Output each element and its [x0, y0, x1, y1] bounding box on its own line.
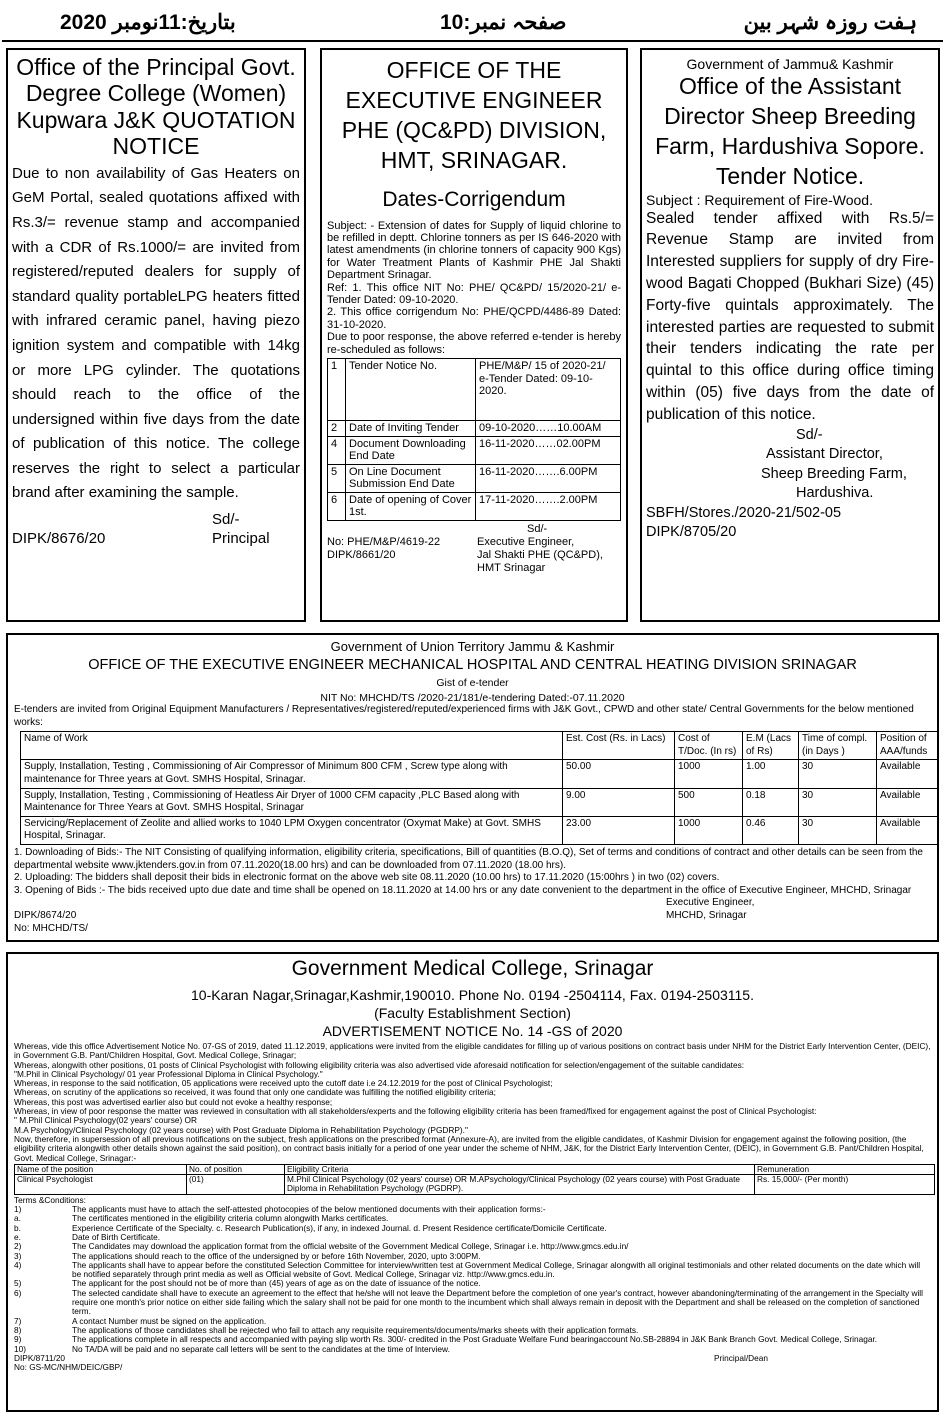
condition-1: 1. Downloading of Bids:- The NIT Consisting of qualifying information, eligibility criteria, specifications, Bill of quantities (B.O.Q), Set of terms and conditions of contract and other details can be seen from the departmental website www.jktenders.gov.in from 07.11.2020(18.00 hrs) and can be downloaded from 07.11.2020 (18.00 hrs).	[14, 846, 923, 871]
notice-title: Office of the Principal Govt. Degree College (Women) Kupwara J&K QUOTATION NOTICE	[16, 54, 296, 160]
signatory-line-2: MHCHD, Srinagar	[666, 910, 747, 922]
term-item: 4) The applicants shall have to appear before the constituted Selection Committee for interview/written test at Government Medical College, Srinagar alongwith all original testimonials and other related documents on the date which will be notified separately through print media as well as Official website of Govt. Medical College, Srinagar viz. http://www.gmcs.edu.in.	[14, 1259, 921, 1280]
notice-subtitle: Gist of e-tender	[436, 677, 509, 689]
signatory-line-1: Executive Engineer,	[477, 535, 575, 548]
para-2: Whereas, alongwith other positions, 01 posts of Clinical Psychologist with following eligibility criteria was also advertised vide aforesaid notification for selection/engagement of the suitable candidates:	[14, 1059, 745, 1070]
table-row: Clinical Psychologist (01) M.Phil Clinical Psychology (02 years' course) OR M.APsychology/Clinical Psychology (02 years course) with Post Graduate Diploma in Rehabilitation Psychology (PGDRP). Rs. 15,000/- (Per month)	[15, 1175, 935, 1195]
quotation-notice-box	[6, 48, 306, 622]
nit-number: NIT No: MHCHD/TS /2020-21/181/e-tendering Dated:-07.11.2020	[320, 692, 625, 704]
signatory-line-1: Executive Engineer,	[666, 897, 755, 909]
term-item: 1) The applicants must have to attach the self-attested photocopies of the below mentioned documents with their application forms:-	[14, 1204, 546, 1215]
table-row: 1 Tender Notice No. PHE/M&P/ 15 of 2020-21/ e-Tender Dated: 09-10-2020.	[328, 359, 621, 421]
para-5: Whereas, on scrutiny of the applications so received, it was found that only one candidate was fulfilling the notified eligibility criteria;	[14, 1087, 496, 1098]
para-9: M.A Psychology/Clinical Psychology (02 years course) with Post Graduate Diploma in Rehabilitation Psychology (PGDRP)."	[14, 1124, 468, 1135]
para-3: "M.Phil in Clinical Psychology/ 01 year Professional Diploma in Clinical Psychology."	[14, 1068, 323, 1079]
masthead-page-number: صفحہ نمبر:10	[440, 11, 567, 34]
term-item: 8) The applications of those candidates shall be rejected who fail to attach any requisite requirements/documents/marks sheets with their application formats.	[14, 1324, 639, 1335]
government-header: Government of Jammu& Kashmir	[686, 56, 894, 72]
sd-mark: Sd/-	[212, 511, 240, 529]
table-row: Supply, Installation, Testing , Commissioning of Air Compressor of Minimum 800 CFM , Screw type along with maintenance for Three years at Govt. SMHS Hospital, Srinagar. 50.00 1000 1.00 30 Available	[21, 760, 940, 788]
reschedule-note: Due to poor response, the above referred e-tender is hereby re-scheduled as follows:	[327, 331, 621, 356]
table-row: 6 Date of opening of Cover 1st. 17-11-2020…….2.00PM	[328, 492, 621, 520]
dipk-reference: DIPK/8711/20	[14, 1352, 66, 1363]
term-item: 3) The applications should reach to the office of the undersigned by or before 16th November, 2020, upto 3:00PM.	[14, 1250, 481, 1261]
term-item: 5) The applicant for the post should not be of more than (45) years of age as on the date of issuance of the notice.	[14, 1278, 481, 1289]
notice-intro: E-tenders are invited from Original Equipment Manufacturers / Representatives/registered/reputed/experienced firms with J&K Govt., CPWD and other state/ Central Governments for the below mentioned works:	[14, 704, 914, 728]
signature-block	[327, 522, 621, 574]
notice-body: Due to non availability of Gas Heaters on GeM Portal, sealed quotations affixed with Rs.3/= revenue stamp and accompanied with a CDR of Rs.1000/= are invited from registered/reputed dealers for supply of standard quality portableLPG heaters fitted with infrared ceramic panel, having piezo ignition system and compatible with 14kg or more LPG cylinder. The quotations should reach to the office of the undersigned within five days from the date of publication of this notice. The college reserves the right to select a particular brand after examining the sample.	[12, 164, 300, 502]
notice-subtitle: Dates-Corrigendum	[382, 187, 566, 211]
dipk-reference: DIPK/8676/20	[12, 530, 106, 548]
notice-subtitle: Tender Notice.	[715, 162, 865, 189]
notice-title: OFFICE OF THE EXECUTIVE ENGINEER PHE (QC&PD) DIVISION, HMT, SRINAGAR.	[341, 57, 607, 173]
order-number: No: MHCHD/TS/	[14, 923, 88, 935]
signature-block	[14, 1354, 931, 1374]
advertisement-notice-box	[6, 952, 939, 1412]
signature-block	[14, 897, 931, 937]
signatory-line-2: Jal Shakti PHE (QC&PD),	[477, 548, 603, 561]
table-row: 4 Document Downloading End Date 16-11-2020……02.00PM	[328, 436, 621, 464]
dipk-reference: DIPK/8674/20	[14, 910, 77, 922]
works-table	[20, 731, 939, 845]
e-tender-notice-box	[6, 633, 939, 942]
notice-title: Government Medical College, Srinagar	[291, 957, 654, 980]
signatory-designation: Principal/Dean	[714, 1352, 768, 1363]
para-6: Whereas, this post was advertised earlier also but could not evoke a healthy response;	[14, 1096, 333, 1107]
para-4: Whereas, in response to the said notification, 05 applications were received upto the cutoff date i.e 24.12.2019 for the post of Clinical Psychologist;	[14, 1078, 553, 1089]
condition-2: 2. Uploading: The bidders shall deposit their bids in electronic format on the above web site 08.11.2020 (10.00 hrs) to 17.11.2020 (15:00hrs ) in two (02) covers.	[14, 872, 720, 884]
reference-1: Ref: 1. This office NIT No: PHE/ QC&PD/ 15/2020-21/ e-Tender Dated: 09-10-2020.	[327, 281, 621, 306]
order-number: No: PHE/M&P/4619-22	[327, 535, 441, 548]
sd-mark: Sd/-	[527, 522, 548, 535]
signature-block	[646, 426, 934, 543]
term-item: a. The certificates mentioned in the eligibility criteria column alongwith Marks certificates.	[14, 1213, 389, 1224]
dipk-reference: DIPK/8705/20	[646, 524, 737, 541]
notice-title: Office of the Assistant Director Sheep Breeding Farm, Hardushiva Sopore.	[655, 73, 925, 159]
college-address: 10-Karan Nagar,Srinagar,Kashmir,190010. Phone No. 0194 -2504114, Fax. 0194-2503115.	[191, 987, 754, 1003]
corrigendum-notice-box	[320, 48, 628, 622]
tender-notice-box	[640, 48, 940, 622]
table-row: 2 Date of Inviting Tender 09-10-2020……10.00AM	[328, 421, 621, 437]
term-item: 10) No TA/DA will be paid and no separate call letters will be sent to the candidates at the time of Interview.	[14, 1343, 450, 1354]
table-header-row: Name of Work Est. Cost (Rs. in Lacs) Cost of T/Doc. (In rs) E.M (Lacs of Rs) Time of compl. (in Days ) Position of AAA/funds	[21, 732, 940, 760]
term-item: 7) A contact Number must be signed on the application.	[14, 1315, 267, 1326]
signatory-line-1: Assistant Director,	[766, 446, 883, 463]
signature-block	[12, 510, 300, 550]
terms-title: Terms &Conditions:	[14, 1194, 86, 1205]
signatory-line-3: HMT Srinagar	[477, 561, 546, 574]
newspaper-masthead	[0, 0, 945, 44]
notice-subject: Subject: - Extension of dates for Supply of liquid chlorine to be refilled in deptt. Chlorine tonners as per IS 646-2020 with latest amendments (in chlorine tonners of capacity 900 Kgs) for Water Treatment Plants of Kashmir PHE Jal Shakti Department Srinagar.	[327, 219, 621, 282]
order-number: SBFH/Stores./2020-21/502-05	[646, 504, 842, 521]
table-row: 5 On Line Document Submission End Date 16-11-2020…….6.00PM	[328, 464, 621, 492]
term-item: 9) The applications complete in all respects and accompanied with paying slip worth Rs. 300/- credited in the Post Graduate Welfare Fund bearingaccount No.SB-28894 in J&K Bank Branch Govt. Medical College, Srinagar.	[14, 1334, 878, 1345]
position-table	[14, 1164, 935, 1195]
para-1: Whereas, vide this office Advertisement Notice No. 07-GS of 2019, dated 11.12.2019, applications were invited from the eligible candidates for filling up of various positions on contract basis under NHM for the District Early Intervention Center, (DEIC), in Government G.B. Pant/Children Hospital, Govt. Medical College, Srinagar;	[14, 1041, 931, 1061]
term-item: 6) The selected candidate shall have to execute an agreement to the effect that he/she will not leave the Department before the completion of one year's contract, however abandoning/terminating of the arrangement in the Specialty will require one month's prior notice on either side failing which the salary shall not be paid for one month to the incumbent which shall always remain in deposit with the Department and shall be released on the completion of sanctioned term.	[14, 1287, 923, 1317]
table-row: Supply, Installation, Testing , Commissioning of Heatless Air Dryer of 1000 CFM capacity ,PLC Based along with Maintenance for Three Years at Govt. SMHS Hospital, Srinagar 9.00 500 0.18 30 Available	[21, 788, 940, 816]
para-10: Now, therefore, in supersession of all previous notifications on the subject, fresh applications on the prescribed format (Annexure-A), are invited from the eligible candidates, of Kashmir Division for engagement against the following position, (the eligibility criteria alongwith other details shown against the said position), on contract basis initially for a period of one year under the scheme of NHM, J&K, for the District Early Intervention Center, (DEIC), in Government G.B. Pant/Children Hospital, Govt. Medical College, Srinagar:-	[14, 1133, 924, 1163]
condition-3: 3. Opening of Bids :- The bids received upto due date and time shall be opened on 18.11.2020 at 14.00 hrs or any date convenient to the department in the office of Executive Engineer, MHCHD, Srinagar	[14, 884, 912, 896]
dates-table	[327, 358, 621, 521]
para-7: Whereas, in view of poor response the matter was reviewed in consultation with all stakeholders/experts and the following eligibility criteria has been framed/fixed for engagement against the post of Clinical Psychologist:	[14, 1106, 817, 1117]
signatory-line-2: Sheep Breeding Farm,	[761, 465, 907, 482]
sd-mark: Sd/-	[796, 426, 823, 443]
signatory-designation: Principal	[212, 530, 270, 548]
notice-body: Sealed tender affixed with Rs.5/= Revenue Stamp are invited from Interested suppliers for supply of dry Fire-wood Bagati Chopped (Bukhari Size) (45) Forty-five quintals approximately. The interested parties are requested to submit their tenders indicating the rate per quintal to this office during office timing within (05) five days from the date of publication of this notice.	[646, 209, 934, 423]
advertisement-number: ADVERTISEMENT NOTICE No. 14 -GS of 2020	[322, 1023, 623, 1039]
para-8: " M.Phil Clinical Psychology(02 years' course) OR	[14, 1115, 197, 1126]
masthead-paper-name: ہفت روزہ شہر بین	[743, 11, 917, 34]
masthead-divider	[2, 40, 943, 42]
masthead-date: بتاریخ:11نومبر 2020	[60, 11, 236, 34]
term-item: e. Date of Birth Certificate.	[14, 1231, 161, 1242]
section-name: (Faculty Establishment Section)	[374, 1005, 571, 1021]
dipk-reference: DIPK/8661/20	[327, 548, 396, 561]
term-item: 2) The Candidates may download the application format from the official website of the Government Medical College, Srinagar i.e. http://www.gmcs.edu.in/	[14, 1241, 629, 1252]
signatory-line-3: Hardushiva.	[796, 485, 874, 502]
notice-subject: Subject : Requirement of Fire-Wood.	[646, 191, 873, 208]
reference-2: 2. This office corrigendum No: PHE/QCPD/4486-89 Dated: 31-10-2020.	[327, 306, 621, 331]
term-item: b. Experience Certificate of the Specialty. c. Research Publication(s), if any, in indexed Journal. d. Present Residence certificate/Domicile Certificate.	[14, 1222, 607, 1233]
government-header: Government of Union Territory Jammu & Kashmir	[330, 639, 615, 654]
notice-title: OFFICE OF THE EXECUTIVE ENGINEER MECHANICAL HOSPITAL AND CENTRAL HEATING DIVISION SRINAGAR	[88, 657, 857, 673]
order-number: No: GS-MC/NHM/DEIC/GBP/	[14, 1361, 123, 1372]
table-header-row: Name of the position No. of position Eligibility Criteria Remuneration	[15, 1164, 935, 1174]
table-row: Servicing/Replacement of Zeolite and allied works to 1040 LPM Oxygen concentrator (Oxymat Make) at Govt. SMHS Hospital, Srinagar. 23.00 1000 0.46 30 Available	[21, 816, 940, 844]
